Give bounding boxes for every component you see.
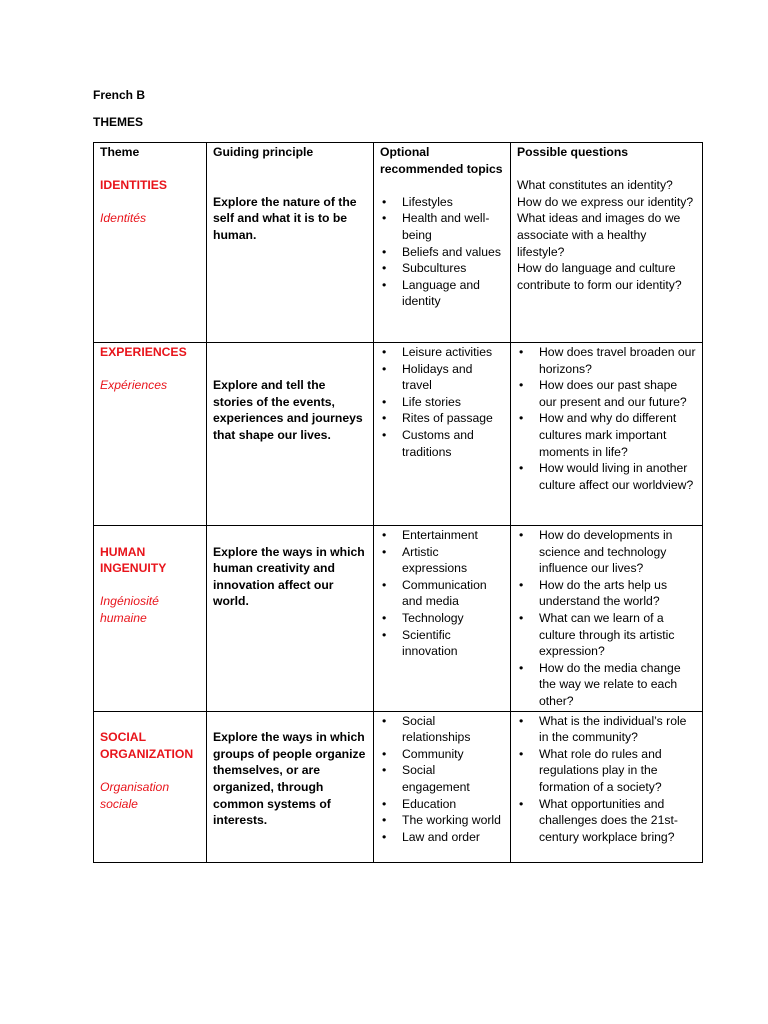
theme-name-fr: Organisation sociale bbox=[100, 779, 170, 811]
guiding-principle: Explore the ways in which groups of people organize themselves, or are organized, through common systems of interests. bbox=[213, 730, 366, 828]
table-row bbox=[94, 143, 703, 343]
topics-list bbox=[380, 194, 504, 310]
theme-name-en: IDENTITIES bbox=[100, 178, 168, 193]
theme-name-en: SOCIAL ORGANIZATION bbox=[100, 730, 194, 761]
topics-list bbox=[380, 344, 504, 460]
questions-list bbox=[517, 713, 696, 846]
list-item: • Law and order bbox=[380, 829, 504, 846]
principle-cell bbox=[207, 526, 374, 712]
list-item: • Scientific innovation bbox=[380, 627, 504, 660]
header-theme: Theme bbox=[100, 145, 140, 159]
list-item: • Customs and traditions bbox=[380, 427, 504, 460]
guiding-principle: Explore the ways in which human creativity and innovation affect our world. bbox=[213, 544, 365, 609]
list-item: • How does our past shape our present and our future? bbox=[517, 377, 696, 410]
question: How do language and culture contribute to form our identity? bbox=[517, 261, 682, 292]
list-item: • Education bbox=[380, 796, 504, 813]
list-item: • Community bbox=[380, 746, 504, 763]
questions-list bbox=[517, 344, 696, 493]
theme-cell bbox=[94, 711, 207, 862]
topics-list bbox=[380, 713, 504, 846]
questions-cell bbox=[511, 526, 703, 712]
table-row bbox=[94, 343, 703, 526]
theme-name-fr: Expériences bbox=[100, 378, 168, 393]
list-item: • How do developments in science and technology influence our lives? bbox=[517, 527, 696, 577]
list-item: • What can we learn of a culture through its artistic expression? bbox=[517, 610, 696, 660]
guiding-principle: Explore and tell the stories of the events, experiences and journeys that shape our lives. bbox=[213, 378, 363, 442]
topics-cell bbox=[374, 526, 511, 712]
principle-cell bbox=[207, 343, 374, 526]
question: What ideas and images do we associate with a healthy lifestyle? bbox=[517, 211, 681, 259]
questions-cell bbox=[511, 343, 703, 526]
list-item: • Subcultures bbox=[380, 260, 504, 277]
table-row bbox=[94, 711, 703, 862]
list-item: • Health and well-being bbox=[380, 210, 504, 243]
topics-cell bbox=[374, 143, 511, 343]
list-item: • What role do rules and regulations play in the formation of a society? bbox=[517, 746, 696, 796]
list-item: • Social relationships bbox=[380, 713, 504, 746]
theme-name-fr: Ingéniosité humaine bbox=[100, 594, 159, 625]
list-item: • What is the individual’s role in the community? bbox=[517, 713, 696, 746]
list-item: • How do the arts help us understand the world? bbox=[517, 577, 696, 610]
topics-cell bbox=[374, 343, 511, 526]
question: How do we express our identity? bbox=[517, 194, 694, 209]
topics-cell bbox=[374, 711, 511, 862]
list-item: • The working world bbox=[380, 812, 504, 829]
question: What constitutes an identity? bbox=[517, 178, 673, 193]
list-item: • How do the media change the way we relate to each other? bbox=[517, 660, 696, 710]
theme-cell bbox=[94, 343, 207, 526]
section-heading: THEMES bbox=[93, 115, 144, 129]
list-item: • Rites of passage bbox=[380, 410, 504, 427]
guiding-principle: Explore the nature of the self and what it is to be human. bbox=[213, 194, 357, 242]
topics-list bbox=[380, 527, 504, 660]
list-item: • How and why do different cultures mark important moments in life? bbox=[517, 410, 696, 460]
list-item: • How would living in another culture affect our worldview? bbox=[517, 460, 696, 493]
theme-name-en: HUMAN INGENUITY bbox=[100, 544, 167, 576]
list-item: • Entertainment bbox=[380, 527, 504, 544]
header-guiding-principle: Guiding principle bbox=[213, 145, 314, 159]
list-item: • Technology bbox=[380, 610, 504, 627]
principle-cell bbox=[207, 143, 374, 343]
header-topics: Optional recommended topics bbox=[380, 145, 503, 176]
list-item: • Holidays and travel bbox=[380, 361, 504, 394]
list-item: • Beliefs and values bbox=[380, 244, 504, 261]
list-item: • Communication and media bbox=[380, 577, 504, 610]
themes-table bbox=[93, 142, 703, 863]
theme-cell bbox=[94, 143, 207, 343]
list-item: • Social engagement bbox=[380, 762, 504, 795]
list-item: • Lifestyles bbox=[380, 194, 504, 211]
questions-cell bbox=[511, 711, 703, 862]
list-item: • What opportunities and challenges does the 21st-century workplace bring? bbox=[517, 796, 696, 846]
theme-cell bbox=[94, 526, 207, 712]
list-item: • Life stories bbox=[380, 394, 504, 411]
header-questions: Possible questions bbox=[517, 145, 629, 159]
questions-list bbox=[517, 527, 696, 710]
course-title: French B bbox=[93, 88, 146, 102]
list-item: • Artistic expressions bbox=[380, 544, 504, 577]
principle-cell bbox=[207, 711, 374, 862]
list-item: • Leisure activities bbox=[380, 344, 504, 361]
table-row bbox=[94, 526, 703, 712]
questions-cell bbox=[511, 143, 703, 343]
theme-name-en: EXPERIENCES bbox=[100, 345, 187, 359]
theme-name-fr: Identités bbox=[100, 211, 147, 226]
list-item: • How does travel broaden our horizons? bbox=[517, 344, 696, 377]
list-item: • Language and identity bbox=[380, 277, 504, 310]
